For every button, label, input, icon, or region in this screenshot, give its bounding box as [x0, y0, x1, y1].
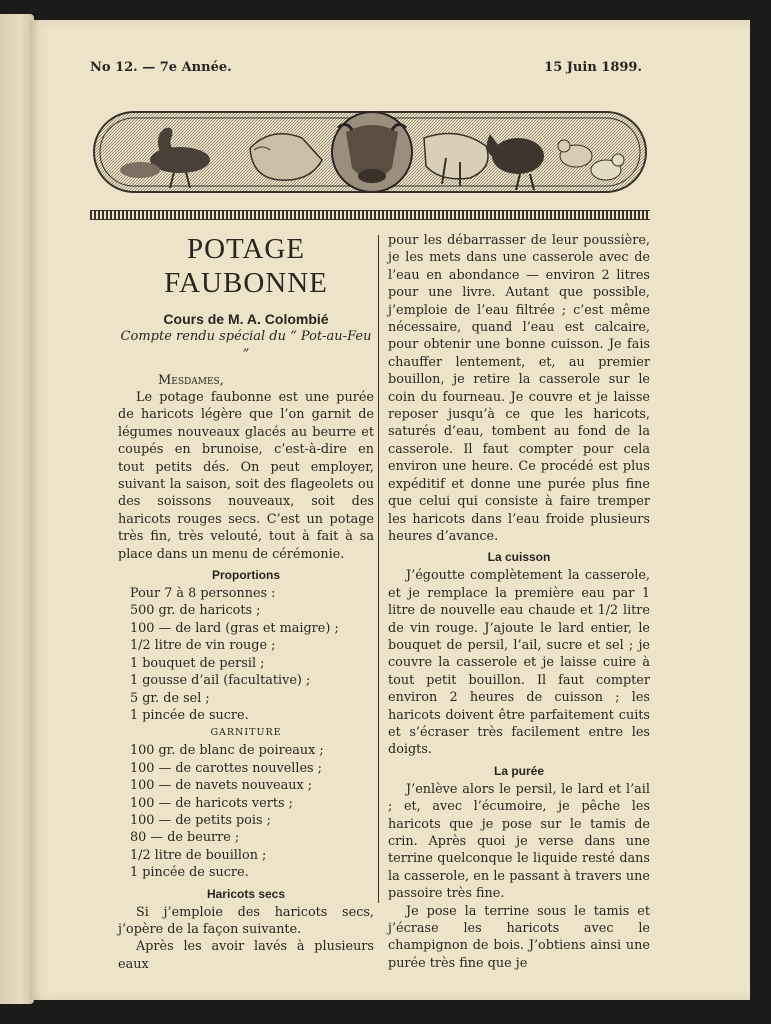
cow-head-medallion	[332, 112, 412, 192]
issue-number: No 12. — 7e Année.	[90, 60, 232, 75]
list-item: 100 — de navets nouveaux ;	[130, 778, 313, 794]
list-item: 1 gousse d’ail (facultative) ;	[130, 673, 311, 689]
haricots-paragraph-1: Si j’emploie des haricots secs, j’opère de la façon suivante.	[118, 904, 374, 937]
list-item: 100 — de carottes nouvelles ;	[130, 760, 322, 776]
proportions-list	[118, 585, 374, 724]
header-rule	[90, 210, 650, 220]
list-item: 1 bouquet de persil ;	[130, 655, 265, 671]
list-item: 80 — de beurre ;	[130, 830, 240, 846]
puree-paragraph-1: J’enlève alors le persil, le lard et l’ail ; et, avec l’écumoire, je pêche les haricots que je pose sur le tamis de crin. Après quoi je verse dans une terrine quelconque le liquide resté dans la casserole, en le passant à travers une passoire très fine.	[388, 781, 650, 902]
left-column	[118, 232, 374, 973]
list-item: 1/2 litre de bouillon ;	[130, 847, 267, 863]
list-item: 1 pincée de sucre.	[130, 707, 249, 723]
puree-paragraph-2: Je pose la terrine sous le tamis et j’écrase les haricots avec le champignon de bois. J’obtiens ainsi une purée très fine que je	[388, 903, 650, 971]
cuisson-paragraph: J’égoutte complètement la casserole, et je remplace la première eau par 1 litre de nouvelle eau chaude et 1/2 litre de vin rouge. J’ajoute le lard entier, le bouquet de persil, l’ail, sucre et sel ; je couvre la casserole et je laisse cuire à tout petit bouillon. Il faut compter environ 2 heures de cuisson ; les haricots doivent être parfaitement cuits et s’écraser très facilement entre les doigts.	[388, 568, 650, 758]
list-item: 1 pincée de sucre.	[130, 865, 249, 881]
garniture-list	[118, 742, 374, 881]
salutation: Mesdames,	[158, 373, 224, 388]
haricots-paragraph-2-start: Après les avoir lavés à plusieurs eaux	[118, 939, 374, 972]
list-item: 100 gr. de blanc de poireaux ;	[130, 743, 324, 759]
list-item: 5 gr. de sel ;	[130, 690, 210, 706]
garniture-heading: GARNITURE	[210, 727, 282, 739]
list-item: 100 — de lard (gras et maigre) ;	[130, 620, 339, 636]
proportions-heading: Proportions	[212, 568, 280, 583]
intro-paragraph: Le potage faubonne est une purée de haricots légère que l’on garnit de légumes nouveaux glacés au beurre et coupés en brunoise, c’est-à-dire en tout petits dés. On peut employer, suivant la saison, soit des flageolets ou des soissons nouveaux, soit des haricots rouges secs. C’est un potage très fin, très velouté, tout à fait à sa place dans un menu de cérémonie.	[118, 390, 374, 562]
haricots-paragraph-2-continued: pour les débarrasser de leur poussière, je les mets dans une casserole avec de l’eau en abondance — environ 2 litres pour une livre. Autant que possible, j’emploie de l’eau filtrée ; c’est même nécessaire, quand l’eau est calcaire, pour obtenir une bonne cuisson. Je fais chauffer lentement, et, au premier bouillon, je retire la casserole sur le coin du fourneau. Je couvre et je laisse reposer jusqu’à ce que les haricots, saturés d’eau, tombent au fond de la casserole. Il faut compter pour cela environ une heure. Ce procédé est plus expéditif et donne une purée plus fine que celui qui consiste à faire tremper les haricots dans l’eau froide plusieurs heures d’avance.	[388, 233, 650, 544]
report-subtitle: Compte rendu spécial du “ Pot-au-Feu ”	[120, 329, 372, 362]
cuisson-heading: La cuisson	[487, 550, 551, 565]
masthead-vignette	[90, 98, 650, 206]
list-item: 100 — de haricots verts ;	[130, 795, 293, 811]
course-byline: Cours de M. A. Colombié	[163, 311, 329, 327]
puree-heading: La purée	[493, 763, 544, 778]
page-header	[90, 60, 650, 86]
haricots-heading: Haricots secs	[206, 886, 286, 901]
list-item: Pour 7 à 8 personnes :	[130, 586, 276, 602]
list-item: 100 — de petits pois ;	[130, 812, 271, 828]
list-item: 1/2 litre de vin rouge ;	[130, 638, 276, 654]
right-column	[388, 232, 650, 972]
facing-page-edge	[0, 14, 34, 1004]
issue-date: 15 Juin 1899.	[544, 60, 642, 75]
column-divider	[378, 235, 379, 903]
article-title: POTAGE FAUBONNE	[164, 233, 328, 299]
list-item: 500 gr. de haricots ;	[130, 603, 261, 619]
